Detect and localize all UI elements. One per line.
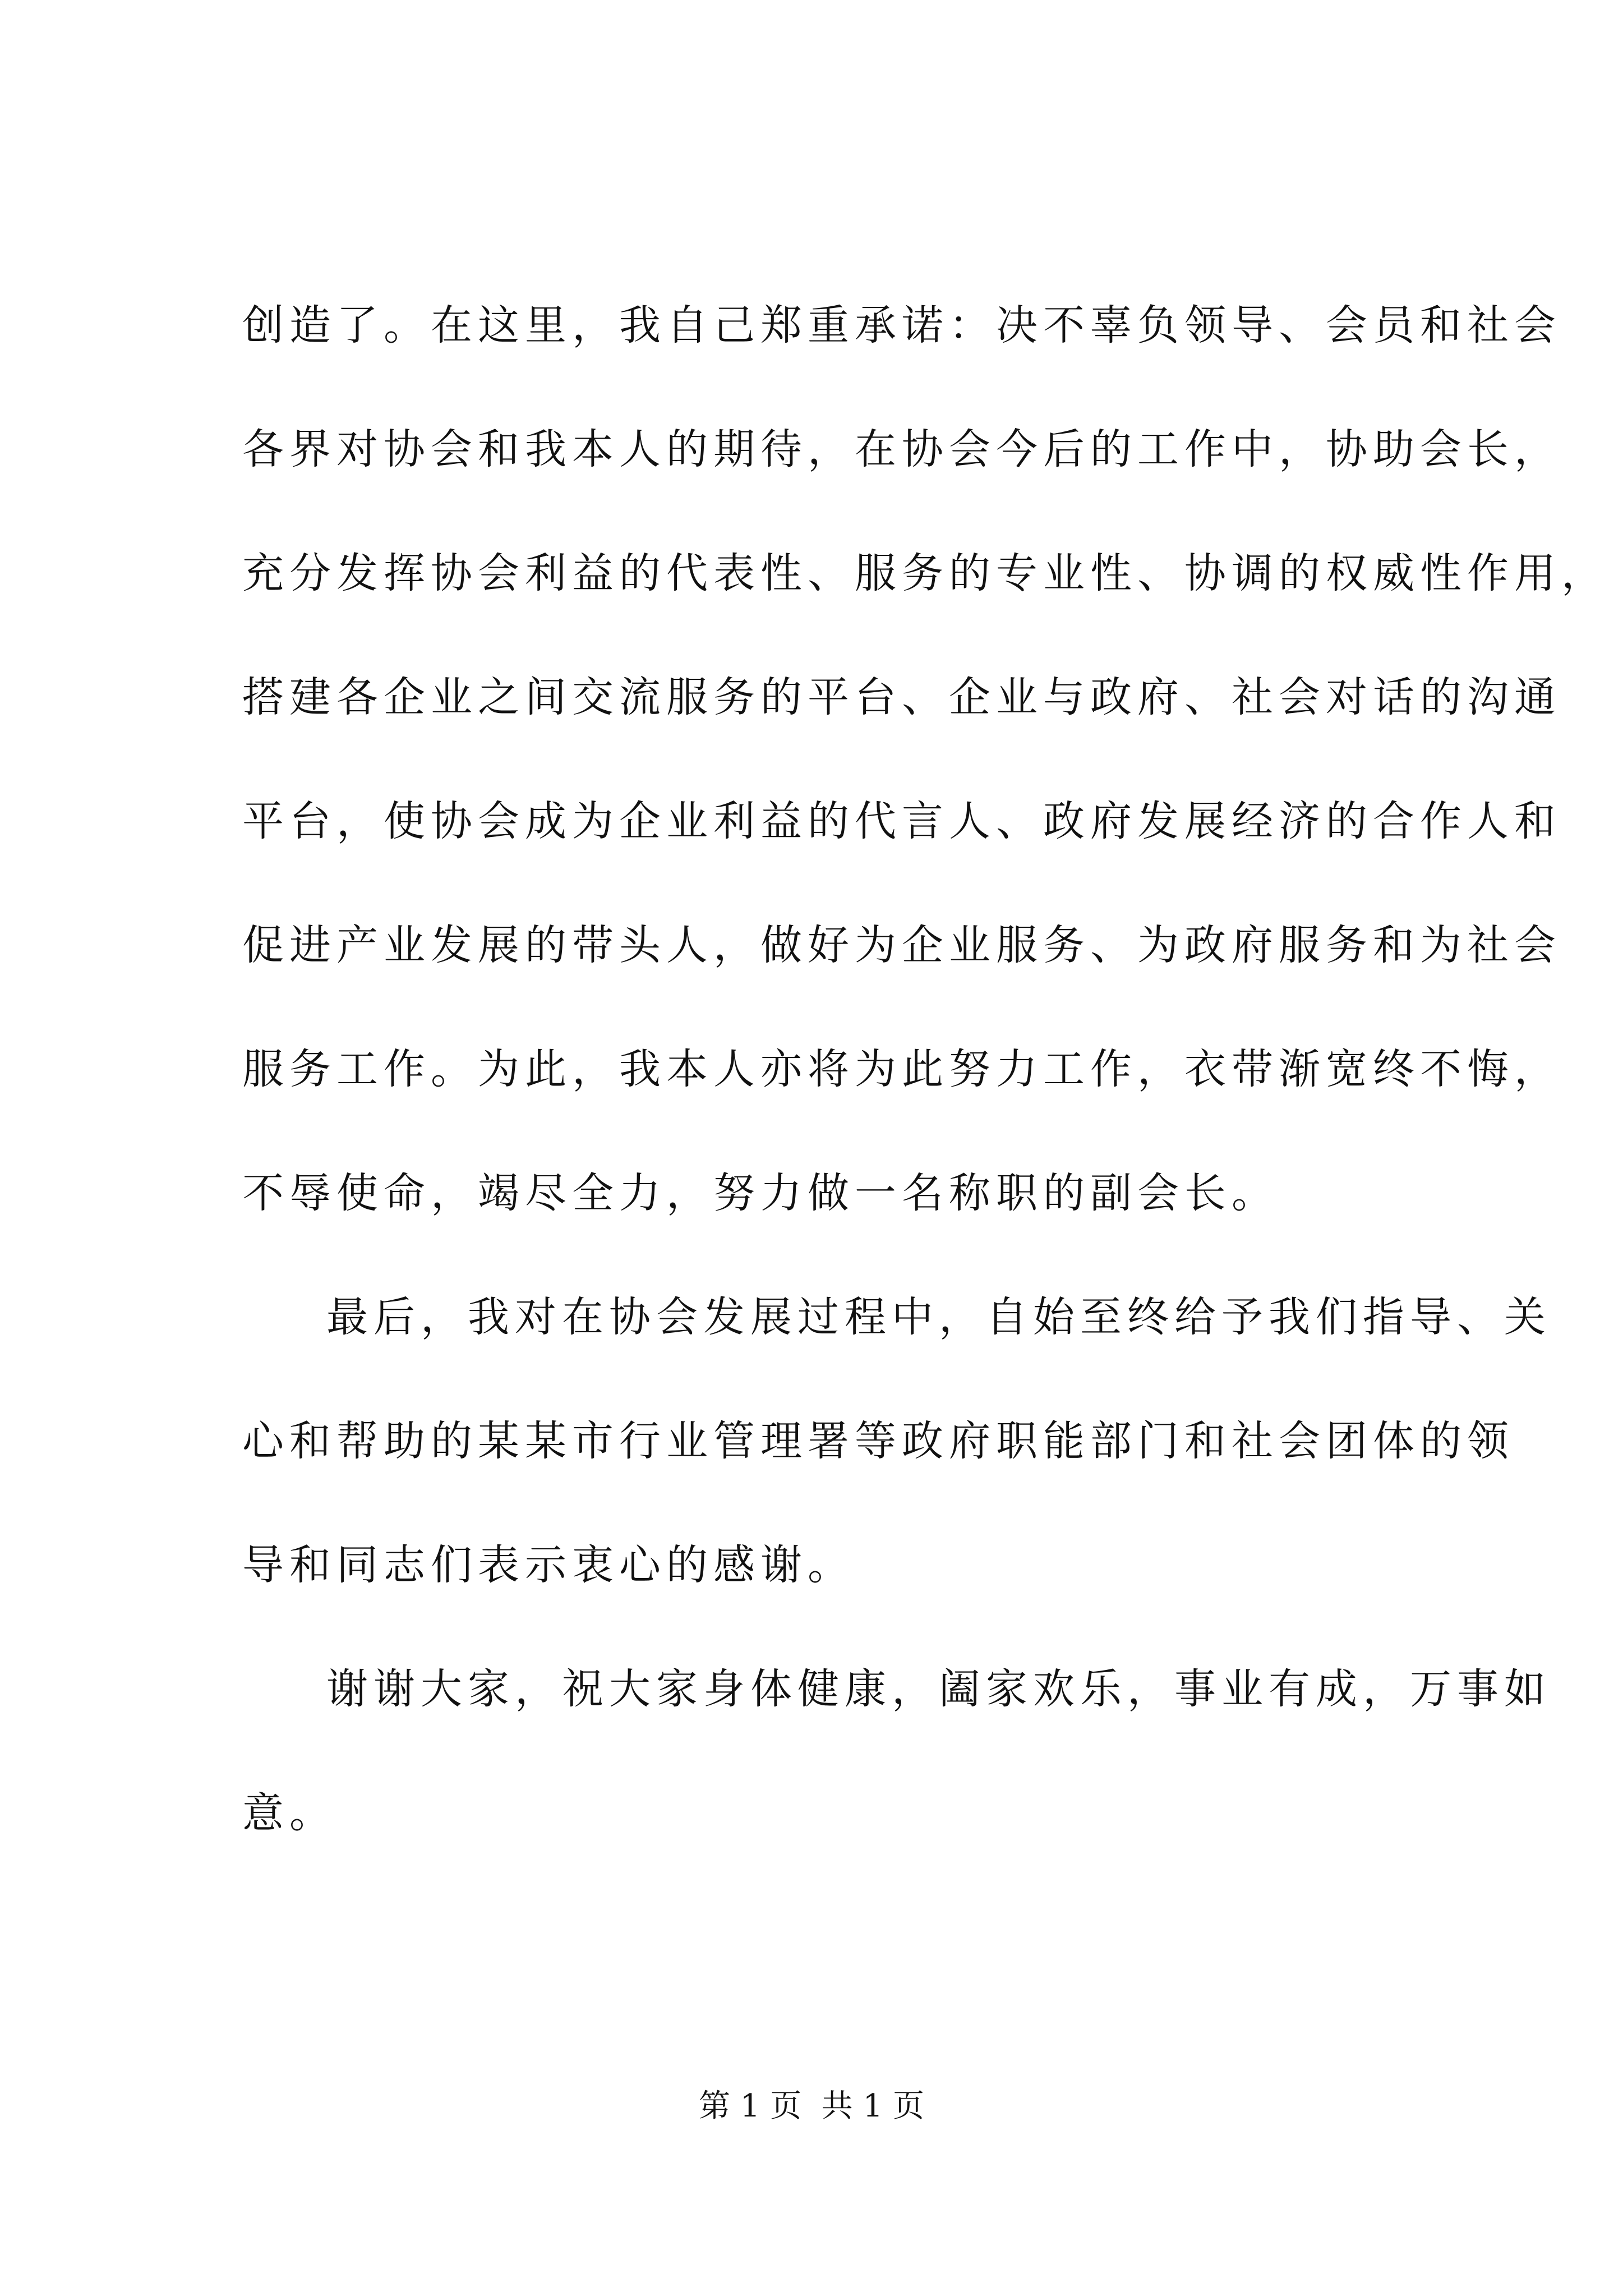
text-line: 各界对协会和我本人的期待，在协会今后的工作中，协助会长， (242, 425, 1561, 473)
text-line: 平台，使协会成为企业利益的代言人、政府发展经济的合作人和 (242, 797, 1561, 845)
text-line: 最后，我对在协会发展过程中，自始至终给予我们指导、关 (326, 1293, 1551, 1341)
text-line: 服务工作。为此，我本人亦将为此努力工作，衣带渐宽终不悔， (242, 1045, 1561, 1093)
text-line: 创造了。在这里，我自己郑重承诺：决不辜负领导、会员和社会 (242, 301, 1561, 349)
text-line: 搭建各企业之间交流服务的平台、企业与政府、社会对话的沟通 (242, 673, 1561, 721)
text-line: 谢谢大家，祝大家身体健康，阖家欢乐，事业有成，万事如 (326, 1665, 1551, 1713)
text-line: 充分发挥协会利益的代表性、服务的专业性、协调的权威性作用， (242, 549, 1608, 597)
paragraph-closing (242, 1627, 1551, 1875)
text-line: 心和帮助的某某市行业管理署等政府职能部门和社会团体的领 (242, 1417, 1514, 1465)
paragraph-thanks (242, 1255, 1551, 1627)
page-footer (0, 2084, 1623, 2129)
document-body (242, 264, 1608, 1875)
text-line: 意。 (242, 1789, 336, 1837)
text-line: 促进产业发展的带头人，做好为企业服务、为政府服务和为社会 (242, 921, 1561, 969)
page-number-label: 第 1 页 共 1 页 (698, 2088, 925, 2124)
text-line: 不辱使命，竭尽全力，努力做一名称职的副会长。 (242, 1169, 1279, 1217)
text-line: 导和同志们表示衷心的感谢。 (242, 1541, 855, 1589)
paragraph-commitment (242, 264, 1608, 1255)
